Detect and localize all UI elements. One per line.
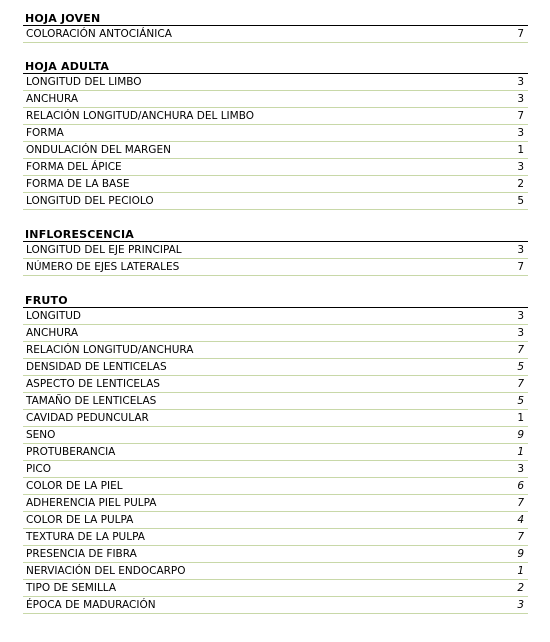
- trait-row: [23, 461, 528, 478]
- trait-label: DENSIDAD DE LENTICELAS: [26, 361, 167, 373]
- trait-value: 3: [517, 244, 524, 256]
- trait-label: RELACIÓN LONGITUD/ANCHURA DEL LIMBO: [26, 110, 254, 122]
- trait-row: [23, 410, 528, 427]
- trait-value: 1: [517, 144, 524, 156]
- trait-label: LONGITUD: [26, 310, 82, 322]
- trait-label: FORMA: [26, 127, 64, 139]
- trait-value: 7: [517, 497, 524, 509]
- trait-row: [23, 308, 528, 325]
- trait-label: ONDULACIÓN DEL MARGEN: [26, 144, 171, 156]
- trait-label: TAMAÑO DE LENTICELAS: [26, 395, 157, 407]
- trait-row: [23, 580, 528, 597]
- trait-row: [23, 242, 528, 259]
- trait-row: [23, 74, 528, 91]
- trait-label: COLOR DE LA PULPA: [26, 514, 134, 526]
- section-inflorescencia: [23, 228, 528, 276]
- trait-value: 6: [517, 480, 524, 492]
- trait-value: 3: [517, 327, 524, 339]
- trait-row: [23, 563, 528, 580]
- section-gap: [23, 43, 528, 60]
- section-title: INFLORESCENCIA: [23, 228, 528, 242]
- trait-row: [23, 495, 528, 512]
- trait-label: LONGITUD DEL PECIOLO: [26, 195, 154, 207]
- section-title: FRUTO: [23, 294, 528, 308]
- variety-characteristics-sheet: [23, 12, 528, 614]
- trait-value: 5: [517, 195, 524, 207]
- section-gap: [23, 276, 528, 294]
- trait-value: 7: [517, 110, 524, 122]
- section-hoja-joven: [23, 12, 528, 43]
- trait-row: [23, 176, 528, 193]
- trait-value: 2: [517, 178, 524, 190]
- trait-value: 1: [517, 446, 524, 458]
- trait-label: PROTUBERANCIA: [26, 446, 116, 458]
- trait-label: FORMA DEL ÁPICE: [26, 161, 122, 173]
- trait-row: [23, 529, 528, 546]
- trait-value: 4: [517, 514, 524, 526]
- trait-value: 1: [517, 412, 524, 424]
- trait-row: [23, 393, 528, 410]
- trait-value: 9: [517, 429, 524, 441]
- trait-label: TIPO DE SEMILLA: [26, 582, 117, 594]
- trait-value: 7: [517, 531, 524, 543]
- trait-value: 9: [517, 548, 524, 560]
- trait-label: TEXTURA DE LA PULPA: [26, 531, 145, 543]
- trait-value: 7: [517, 378, 524, 390]
- trait-value: 1: [517, 565, 524, 577]
- trait-value: 3: [517, 310, 524, 322]
- trait-row: [23, 26, 528, 43]
- trait-row: [23, 91, 528, 108]
- trait-value: 7: [517, 261, 524, 273]
- trait-value: 5: [517, 395, 524, 407]
- trait-row: [23, 325, 528, 342]
- trait-row: [23, 597, 528, 614]
- trait-label: PICO: [26, 463, 52, 475]
- trait-label: ÉPOCA DE MADURACIÓN: [26, 599, 156, 611]
- trait-row: [23, 259, 528, 276]
- trait-label: RELACIÓN LONGITUD/ANCHURA: [26, 344, 194, 356]
- trait-value: 3: [517, 161, 524, 173]
- trait-label: SENO: [26, 429, 56, 441]
- trait-label: LONGITUD DEL EJE PRINCIPAL: [26, 244, 182, 256]
- section-fruto: [23, 294, 528, 614]
- section-title: HOJA ADULTA: [23, 60, 528, 74]
- trait-row: [23, 444, 528, 461]
- trait-value: 3: [517, 93, 524, 105]
- trait-label: NERVIACIÓN DEL ENDOCARPO: [26, 565, 186, 577]
- trait-label: COLOR DE LA PIEL: [26, 480, 123, 492]
- trait-label: ASPECTO DE LENTICELAS: [26, 378, 160, 390]
- trait-value: 7: [517, 28, 524, 40]
- trait-value: 3: [517, 599, 524, 611]
- trait-row: [23, 108, 528, 125]
- trait-label: ANCHURA: [26, 93, 79, 105]
- section-hoja-adulta: [23, 60, 528, 210]
- trait-label: ADHERENCIA PIEL PULPA: [26, 497, 157, 509]
- trait-value: 3: [517, 463, 524, 475]
- trait-label: ANCHURA: [26, 327, 79, 339]
- trait-label: PRESENCIA DE FIBRA: [26, 548, 137, 560]
- trait-row: [23, 125, 528, 142]
- trait-value: 7: [517, 344, 524, 356]
- trait-row: [23, 427, 528, 444]
- trait-row: [23, 159, 528, 176]
- trait-value: 3: [517, 127, 524, 139]
- trait-row: [23, 478, 528, 495]
- trait-row: [23, 376, 528, 393]
- trait-label: CAVIDAD PEDUNCULAR: [26, 412, 149, 424]
- section-title: HOJA JOVEN: [23, 12, 528, 26]
- trait-value: 5: [517, 361, 524, 373]
- trait-row: [23, 342, 528, 359]
- trait-label: NÚMERO DE EJES LATERALES: [26, 261, 180, 273]
- trait-row: [23, 546, 528, 563]
- trait-row: [23, 512, 528, 529]
- trait-label: LONGITUD DEL LIMBO: [26, 76, 142, 88]
- trait-row: [23, 359, 528, 376]
- trait-label: FORMA DE LA BASE: [26, 178, 130, 190]
- section-gap: [23, 210, 528, 228]
- trait-value: 2: [517, 582, 524, 594]
- trait-row: [23, 142, 528, 159]
- trait-row: [23, 193, 528, 210]
- trait-label: COLORACIÓN ANTOCIÁNICA: [26, 28, 172, 40]
- trait-value: 3: [517, 76, 524, 88]
